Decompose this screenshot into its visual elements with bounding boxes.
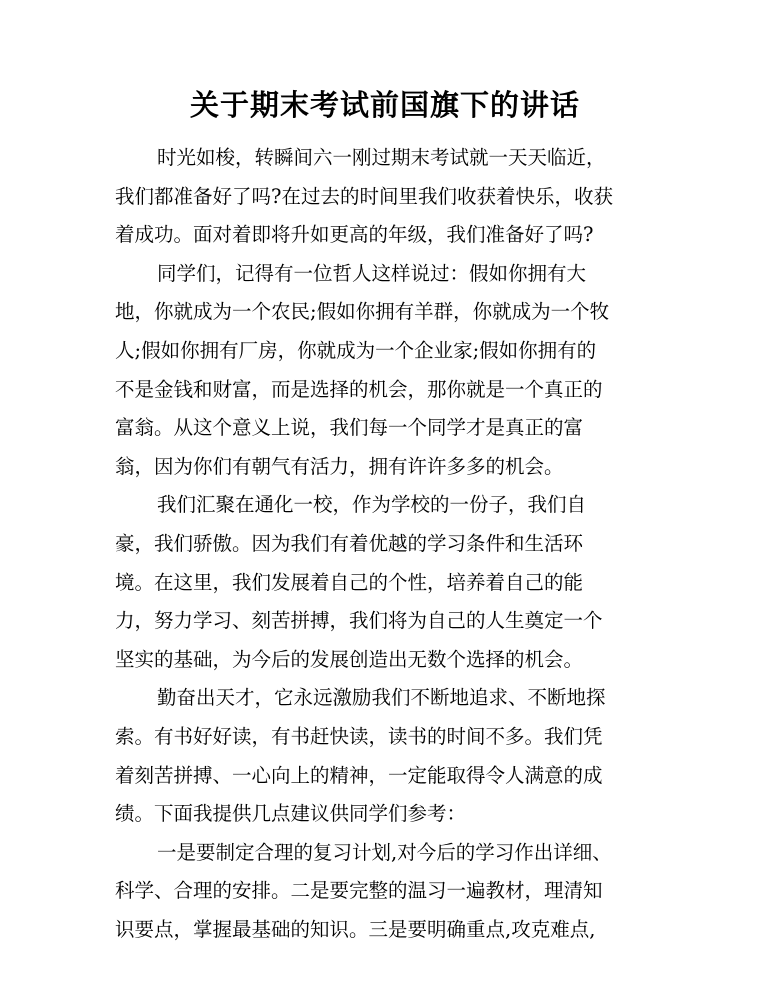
paragraph-line: 着刻苦拼搏、一心向上的精神，一定能取得令人满意的成 <box>115 763 603 787</box>
paragraph-line: 绩。下面我提供几点建议供同学们参考： <box>115 802 467 826</box>
paragraph-line: 识要点，掌握最基础的知识。三是要明确重点,攻克难点, <box>115 918 596 941</box>
document-title: 关于期末考试前国旗下的讲话 <box>189 88 580 122</box>
paragraph-first-line: 我们汇聚在通化一校，作为学校的一份子，我们自 <box>157 493 587 517</box>
paragraph-line: 富翁。从这个意义上说，我们每一个同学才是真正的富 <box>115 416 584 440</box>
paragraph-first-line: 同学们，记得有一位哲人这样说过：假如你拥有大 <box>157 261 587 285</box>
paragraph-line: 力，努力学习、刻苦拼搏，我们将为自己的人生奠定一个 <box>115 609 603 633</box>
paragraph-line: 科学、合理的安排。二是要完整的温习一遍教材，理清知 <box>115 879 603 903</box>
paragraph-line: 境。在这里，我们发展着自己的个性，培养着自己的能 <box>115 570 584 594</box>
paragraph-line: 着成功。面对着即将升如更高的年级，我们准备好了吗? <box>115 223 594 247</box>
paragraph-line: 地，你就成为一个农民;假如你拥有羊群，你就成为一个牧 <box>115 300 610 324</box>
paragraph-first-line: 勤奋出天才，它永远激励我们不断地追求、不断地探 <box>157 686 606 710</box>
paragraph-line: 人;假如你拥有厂房，你就成为一个企业家;假如你拥有的 <box>115 339 597 362</box>
paragraph-line: 我们都准备好了吗?在过去的时间里我们收获着快乐，收获 <box>115 184 613 208</box>
paragraph-line: 翁，因为你们有朝气有活力，拥有许许多多的机会。 <box>115 454 564 478</box>
paragraph-line: 坚实的基础，为今后的发展创造出无数个选择的机会。 <box>115 647 584 671</box>
paragraph-first-line: 一是要制定合理的复习计划,对今后的学习作出详细、 <box>157 840 612 864</box>
paragraph-line: 索。有书好好读，有书赶快读，读书的时间不多。我们凭 <box>115 725 603 748</box>
paragraph-first-line: 时光如梭，转瞬间六一刚过期末考试就一天天临近， <box>157 146 606 169</box>
paragraph-line: 不是金钱和财富，而是选择的机会，那你就是一个真正的 <box>115 377 603 401</box>
paragraph-line: 豪，我们骄傲。因为我们有着优越的学习条件和生活环 <box>115 532 584 555</box>
